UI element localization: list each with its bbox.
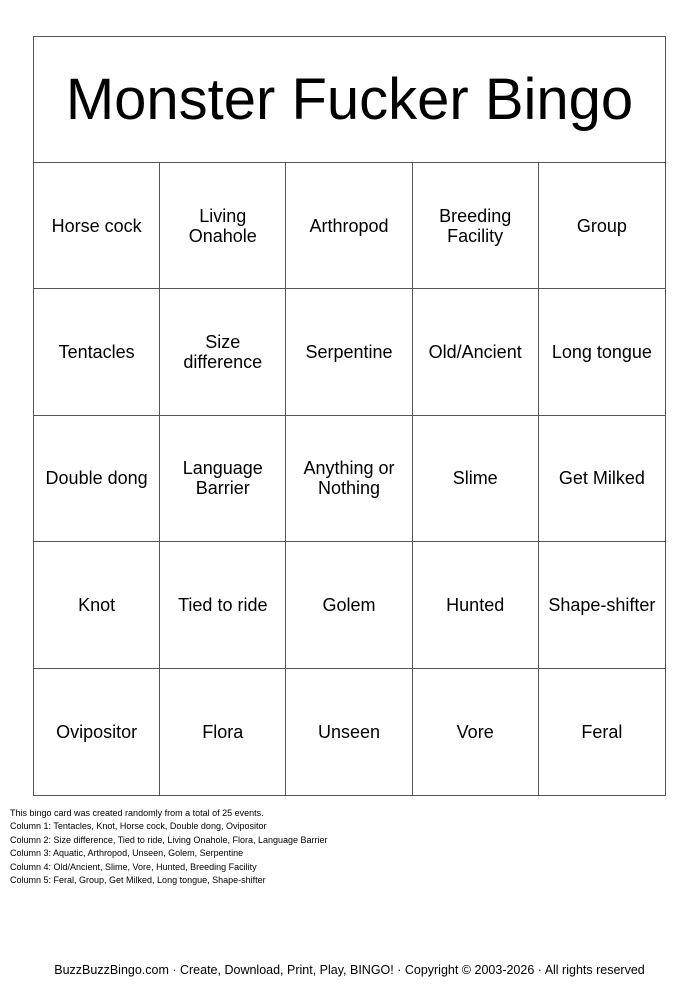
bingo-cell	[413, 542, 539, 668]
bingo-cell	[286, 542, 412, 668]
notes-intro: This bingo card was created randomly from a total of 25 events.	[10, 808, 264, 818]
cell-label: Hunted	[446, 594, 505, 615]
cell-label: Double dong	[45, 468, 148, 489]
cell-label: Anything or Nothing	[303, 458, 395, 499]
cell-label: Arthropod	[309, 215, 389, 236]
cell-label: Vore	[456, 721, 494, 742]
cell-label: Size difference	[183, 332, 263, 373]
cell-label: Group	[576, 215, 627, 236]
card-title: Monster Fucker Bingo	[65, 66, 634, 132]
bingo-card	[33, 36, 666, 796]
cell-label: Knot	[78, 594, 116, 615]
notes-column-2: Column 2: Size difference, Tied to ride, Living Onahole, Flora, Language Barrier	[10, 834, 328, 845]
cell-label: Flora	[202, 721, 244, 742]
cell-label: Tentacles	[58, 342, 135, 363]
notes-column-3: Column 3: Aquatic, Arthropod, Unseen, Golem, Serpentine	[10, 848, 244, 859]
bingo-cell	[413, 669, 539, 795]
bingo-cell	[539, 416, 665, 542]
bingo-cell	[539, 669, 665, 795]
bingo-cell	[286, 163, 412, 289]
cell-label: Language Barrier	[182, 458, 263, 499]
bingo-cell	[160, 416, 286, 542]
bingo-cell	[413, 163, 539, 289]
title-box	[34, 37, 665, 163]
bingo-cell	[34, 416, 160, 542]
bingo-cell	[286, 669, 412, 795]
bingo-cell	[160, 669, 286, 795]
bingo-cell	[539, 163, 665, 289]
bingo-cell	[539, 289, 665, 415]
bingo-cell	[286, 289, 412, 415]
bingo-cell	[539, 542, 665, 668]
notes-column-5: Column 5: Feral, Group, Get Milked, Long tongue, Shape-shifter	[10, 875, 266, 886]
cell-label: Feral	[581, 721, 623, 742]
cell-label: Unseen	[317, 721, 381, 742]
card-notes	[10, 807, 328, 887]
bingo-cell	[160, 163, 286, 289]
cell-label: Shape-shifter	[548, 594, 656, 615]
bingo-cell	[34, 669, 160, 795]
bingo-cell	[286, 416, 412, 542]
cell-label: Living Onahole	[188, 205, 257, 246]
cell-label: Tied to ride	[178, 594, 268, 615]
cell-label: Serpentine	[305, 342, 393, 363]
cell-label: Golem	[322, 594, 376, 615]
cell-label: Ovipositor	[56, 721, 138, 742]
cell-label: Old/Ancient	[428, 342, 522, 363]
bingo-cell	[34, 163, 160, 289]
cell-label: Slime	[452, 468, 498, 489]
cell-label: Long tongue	[551, 342, 652, 363]
footer-copyright: BuzzBuzzBingo.com · Create, Download, Print, Play, BINGO! · Copyright © 2003-2026 · All rights reserved	[54, 963, 645, 977]
bingo-grid	[34, 163, 665, 795]
notes-column-1: Column 1: Tentacles, Knot, Horse cock, Double dong, Ovipositor	[10, 821, 267, 832]
bingo-cell	[34, 542, 160, 668]
cell-label: Get Milked	[558, 468, 645, 489]
bingo-cell	[34, 289, 160, 415]
bingo-cell	[413, 416, 539, 542]
notes-column-4: Column 4: Old/Ancient, Slime, Vore, Hunted, Breeding Facility	[10, 861, 257, 872]
cell-label: Horse cock	[51, 215, 142, 236]
bingo-cell	[160, 542, 286, 668]
cell-label: Breeding Facility	[439, 205, 512, 246]
bingo-cell	[160, 289, 286, 415]
bingo-cell	[413, 289, 539, 415]
